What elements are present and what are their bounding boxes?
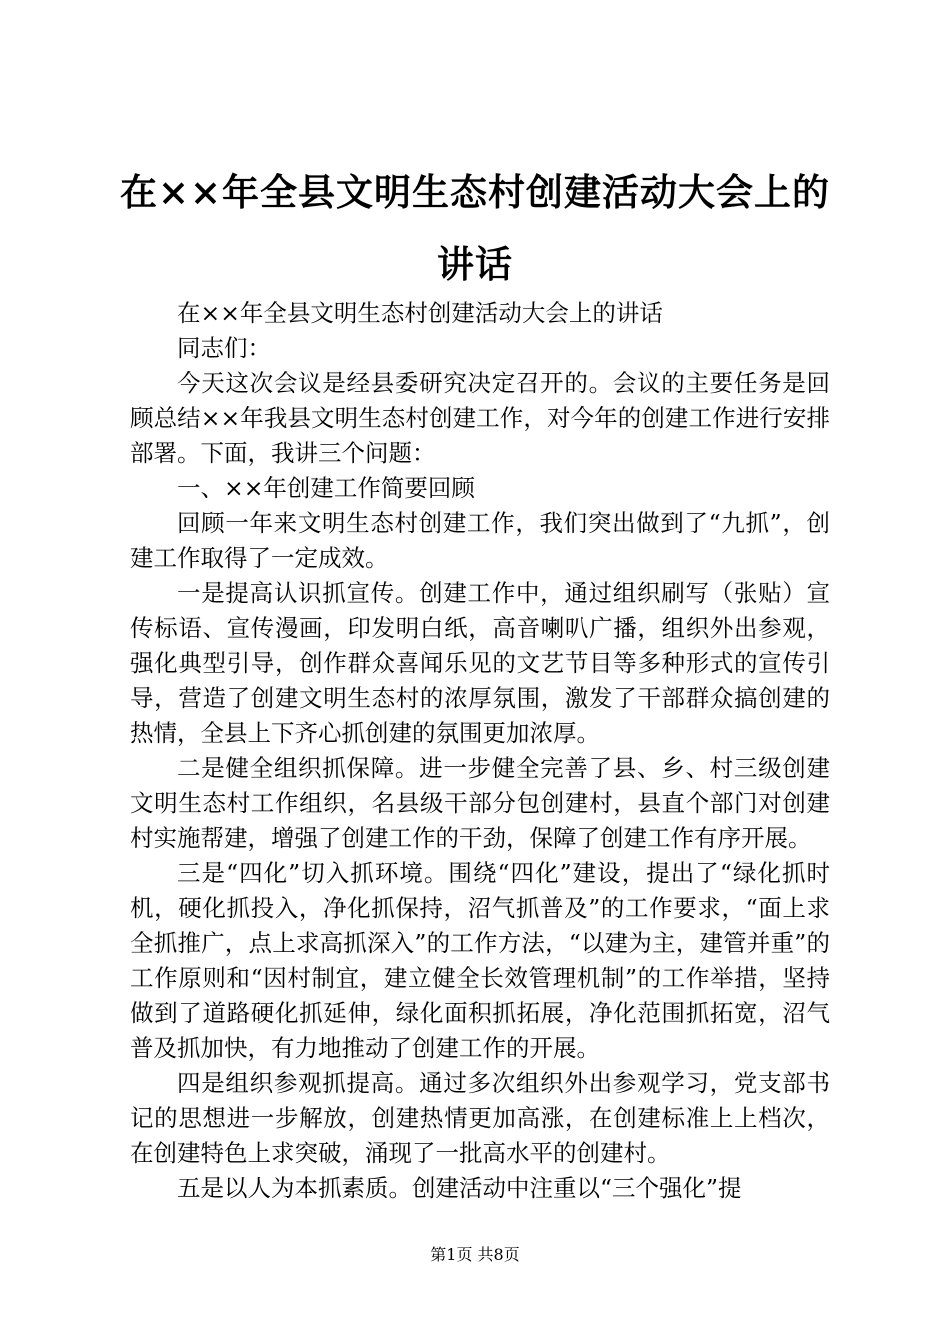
paragraph-subtitle: 在××年全县文明生态村创建活动大会上的讲话 [177, 299, 663, 327]
paragraph-point-3: 三是“四化”切入抓环境。围绕“四化”建设，提出了“绿化抓时机，硬化抓投入，净化抓保持，沼气抓普及”的工作要求，“面上求全抓推广，点上求高抓深入”的工作方法，“以建为主，建管并重”的工作原则和“因村制宜，建立健全长效管理机制”的工作举措，坚持做到了道路硬化抓延伸，绿化面积抓拓展，净化范围抓拓宽，沼气普及抓加快，有力地推动了创建工作的开展。 [130, 859, 830, 1062]
paragraph-point-2: 二是健全组织抓保障。进一步健全完善了县、乡、村三级创建文明生态村工作组织，名县级干部分包创建村，县直个部门对创建村实施帮建，增强了创建工作的干劲，保障了创建工作有序开展。 [130, 754, 830, 852]
paragraph-point-4: 四是组织参观抓提高。通过多次组织外出参观学习，党支部书记的思想进一步解放，创建热情更加高涨，在创建标准上上档次，在创建特色上求突破，涌现了一批高水平的创建村。 [130, 1069, 830, 1167]
section-heading-review: 一、××年创建工作简要回顾 [177, 474, 475, 502]
paragraph-review-summary: 回顾一年来文明生态村创建工作，我们突出做到了“九抓”，创建工作取得了一定成效。 [130, 509, 830, 572]
document-body [130, 296, 830, 1206]
paragraph-point-5: 五是以人为本抓素质。创建活动中注重以“三个强化”提 [177, 1174, 742, 1202]
paragraph-salutation: 同志们： [177, 334, 271, 362]
page-footer: 第1页 共8页 [430, 1245, 520, 1264]
document-title: 在××年全县文明生态村创建活动大会上的讲话 [119, 170, 830, 286]
paragraph-point-1: 一是提高认识抓宣传。创建工作中，通过组织刷写（张贴）宣传标语、宣传漫画，印发明白纸，高音喇叭广播，组织外出参观，强化典型引导，创作群众喜闻乐见的文艺节目等多种形式的宣传引导，营造了创建文明生态村的浓厚氛围，激发了干部群众搞创建的热情，全县上下齐心抓创建的氛围更加浓厚。 [130, 579, 830, 747]
paragraph-intro: 今天这次会议是经县委研究决定召开的。会议的主要任务是回顾总结××年我县文明生态村创建工作，对今年的创建工作进行安排部署。下面，我讲三个问题： [130, 369, 830, 467]
